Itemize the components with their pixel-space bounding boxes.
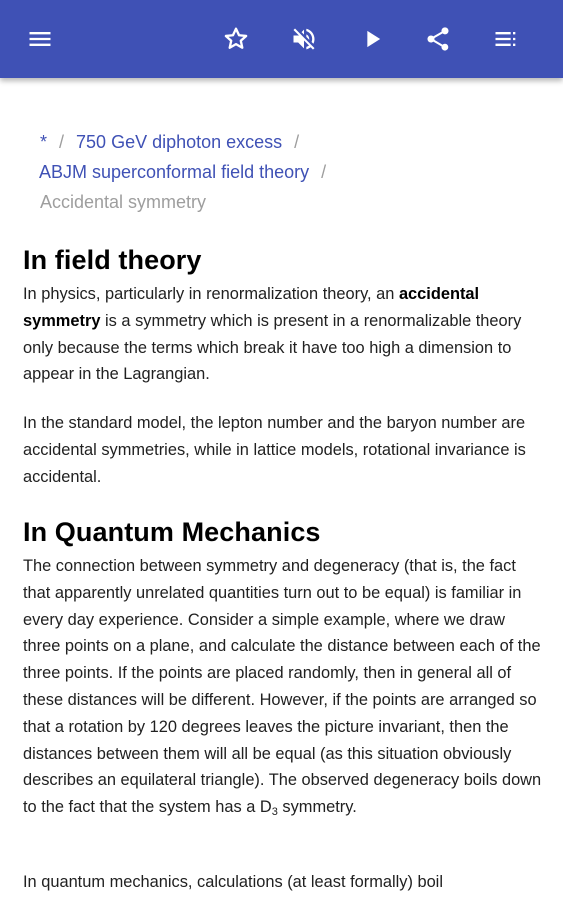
menu-button[interactable]: [20, 19, 60, 59]
bold-term: accidental symmetry: [23, 285, 480, 330]
paragraph-text: In physics, particularly in renormalization theory, an: [23, 285, 399, 303]
paragraph: [23, 553, 543, 821]
breadcrumb-line: [39, 157, 510, 187]
breadcrumb-separator: /: [294, 132, 300, 152]
share-button[interactable]: [418, 19, 458, 59]
paragraph-text: symmetry.: [277, 798, 357, 817]
breadcrumb-home-link[interactable]: *: [40, 132, 48, 152]
paragraph: In quantum mechanics, calculations (at least formally) boil: [23, 873, 443, 891]
paragraph: In the standard model, the lepton number and the baryon number are accidental symmetries, while in lattice models, rotational invariance is accidental.: [23, 414, 526, 486]
menu-icon: [26, 25, 54, 53]
play-button[interactable]: [352, 19, 392, 59]
share-icon: [424, 25, 452, 53]
bookmark-button[interactable]: [216, 19, 256, 59]
section-heading-field-theory: In field theory: [23, 245, 202, 275]
breadcrumb-current: Accidental symmetry: [40, 192, 207, 212]
breadcrumb-link-abjm[interactable]: ABJM superconformal field theory: [39, 162, 310, 182]
mute-button[interactable]: [284, 19, 324, 59]
paragraph-text: The connection between symmetry and degeneracy (that is, the fact that apparently unrelated quantities turn out to be equal) is familiar in every day experience. Consider a simple example, where we draw three points on a plane, and calculate the distance between each of the three points. If the points are placed randomly, then in general all of these distances will be different. However, if the points are arranged so that a rotation by 120 degrees leaves the picture invariant, then the distances between them will all be equal (as this situation obviously describes an equilateral triangle). The observed degeneracy boils down to the fact that the system has a D: [23, 557, 542, 817]
paragraph: [23, 281, 543, 388]
breadcrumb: [40, 127, 510, 217]
paragraph-text: is a symmetry which is present in a renormalizable theory only because the terms which break it have too high a dimension to appear in the Lagrangian.: [23, 311, 522, 384]
toc-icon: [492, 25, 520, 53]
breadcrumb-line: [40, 127, 510, 157]
breadcrumb-link-750-gev[interactable]: 750 GeV diphoton excess: [76, 132, 283, 152]
subscript: 3: [271, 806, 278, 819]
app-toolbar: [0, 0, 563, 78]
section-heading-quantum-mechanics: In Quantum Mechanics: [23, 517, 321, 547]
breadcrumb-separator: /: [321, 162, 327, 182]
breadcrumb-separator: /: [59, 132, 65, 152]
star-icon: [222, 25, 250, 53]
volume-off-icon: [290, 25, 318, 53]
play-icon: [358, 25, 386, 53]
toc-button[interactable]: [486, 19, 526, 59]
